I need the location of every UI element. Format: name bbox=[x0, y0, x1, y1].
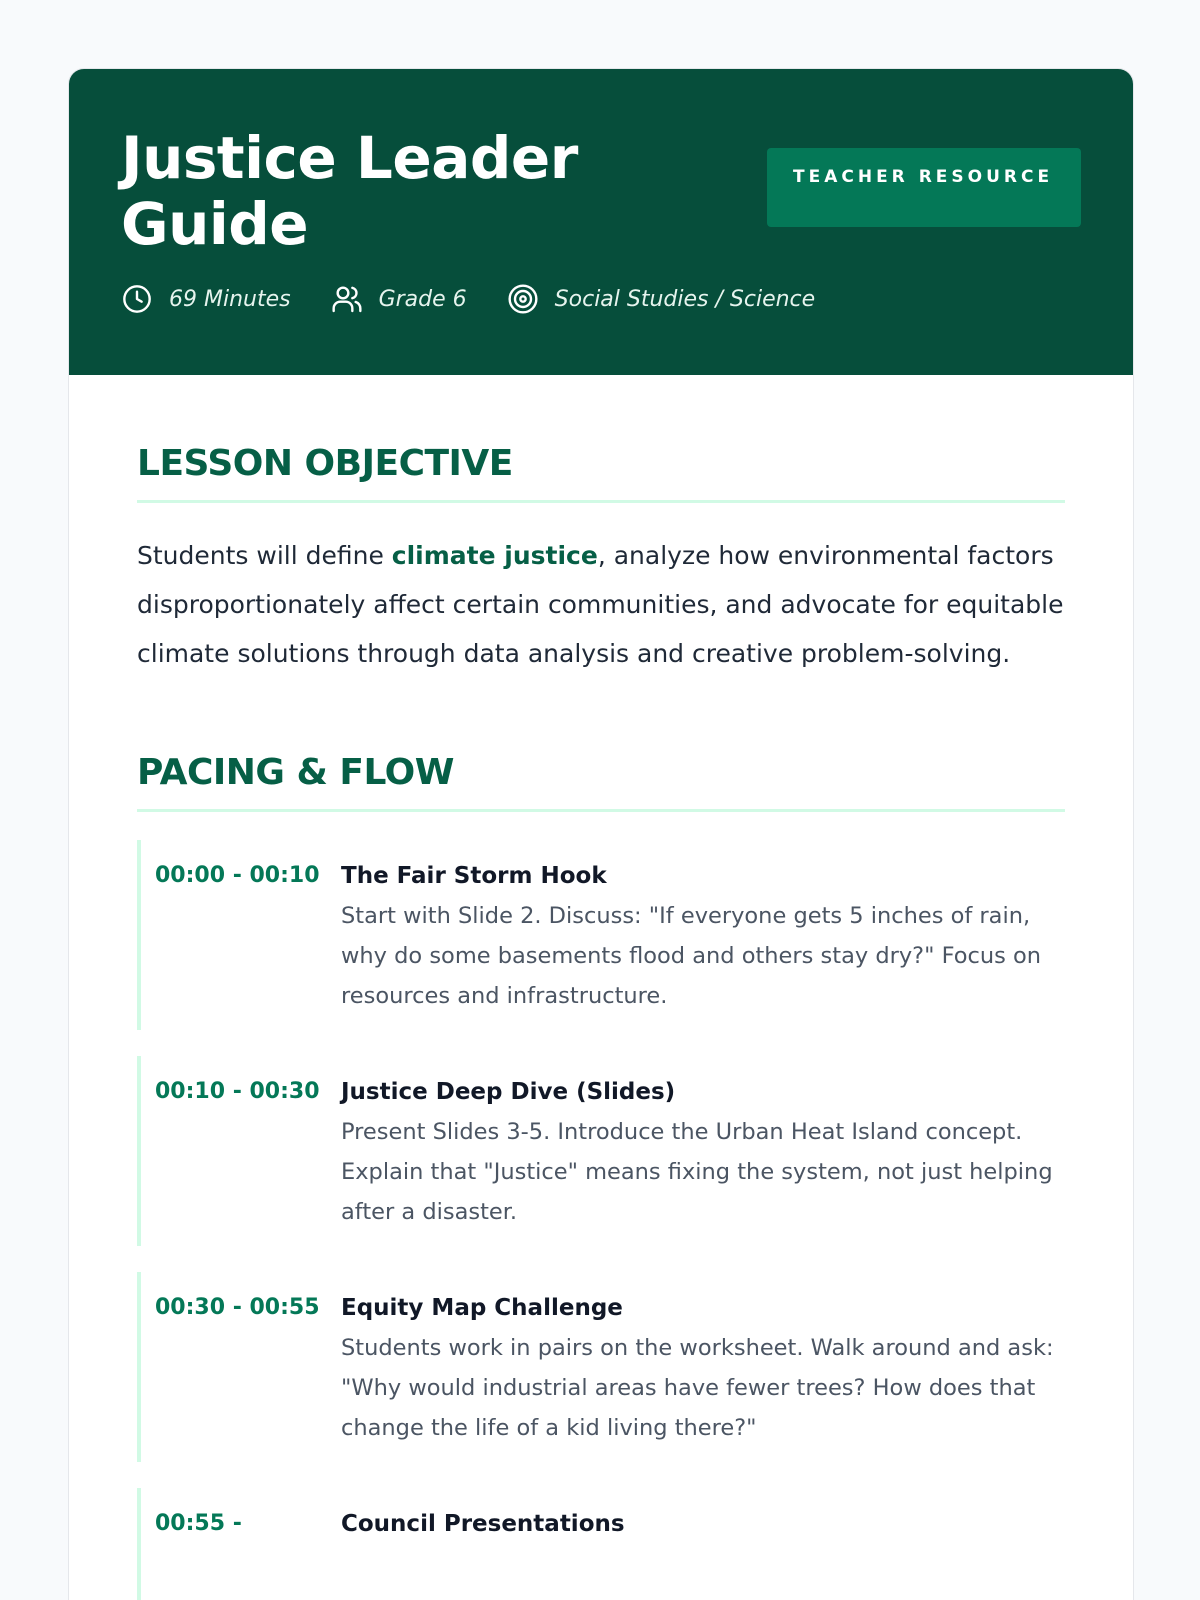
users-icon bbox=[331, 283, 363, 315]
pacing-time: 00:10 - 00:30 bbox=[155, 1079, 320, 1104]
objective-text bbox=[137, 531, 1077, 678]
pacing-heading: PACING & FLOW bbox=[137, 752, 1065, 812]
pacing-time: 00:00 - 00:10 bbox=[155, 863, 320, 888]
guide-card bbox=[68, 68, 1134, 1600]
pacing-item bbox=[137, 1056, 1065, 1246]
pacing-info bbox=[341, 1504, 1061, 1600]
target-icon bbox=[507, 283, 539, 315]
meta-subject-label: Social Studies / Science bbox=[554, 286, 816, 312]
meta-subject bbox=[507, 283, 816, 315]
pacing-item bbox=[137, 840, 1065, 1030]
teacher-resource-badge: TEACHER RESOURCE bbox=[767, 148, 1081, 227]
meta-grade bbox=[331, 283, 467, 315]
meta-duration-label: 69 Minutes bbox=[169, 286, 291, 312]
pacing-title: Justice Deep Dive (Slides) bbox=[341, 1079, 676, 1105]
objective-text-end: , analyze how environmental factors disproportionately affect certain communities, and advocate for equitable climate solutions through data analysis and creative problem-solving. bbox=[137, 541, 1064, 668]
objective-highlight: climate justice bbox=[391, 541, 598, 570]
page-title: Justice Leader Guide bbox=[121, 124, 578, 258]
pacing-info bbox=[341, 1288, 1061, 1448]
pacing-description: Students work in pairs on the worksheet. Walk around and ask: "Why would industrial areas have fewer trees? How does that change the life of a kid living there?" bbox=[341, 1335, 1054, 1441]
pacing-title: Council Presentations bbox=[341, 1511, 625, 1537]
clock-icon bbox=[121, 283, 153, 315]
pacing-description: Present Slides 3-5. Introduce the Urban Heat Island concept. Explain that "Justice" means fixing the system, not just helping after a disaster. bbox=[341, 1119, 1053, 1225]
objective-text-start: Students will define bbox=[137, 541, 392, 570]
header-banner bbox=[69, 69, 1133, 375]
pacing-item bbox=[137, 1272, 1065, 1462]
objective-heading: LESSON OBJECTIVE bbox=[137, 443, 1065, 503]
guide-body bbox=[69, 443, 1133, 1600]
lesson-meta bbox=[121, 283, 855, 315]
meta-grade-label: Grade 6 bbox=[378, 286, 467, 312]
pacing-description: Start with Slide 2. Discuss: "If everyone gets 5 inches of rain, why do some basements flood and others stay dry?" Focus on resources and infrastructure. bbox=[341, 903, 1042, 1009]
pacing-info bbox=[341, 1072, 1061, 1232]
pacing-time: 00:55 - bbox=[155, 1511, 242, 1536]
pacing-list bbox=[137, 840, 1065, 1600]
pacing-title: Equity Map Challenge bbox=[341, 1295, 623, 1321]
pacing-item bbox=[137, 1488, 1065, 1600]
pacing-time: 00:30 - 00:55 bbox=[155, 1295, 320, 1320]
pacing-info bbox=[341, 856, 1061, 1016]
pacing-title: The Fair Storm Hook bbox=[341, 863, 607, 889]
meta-duration bbox=[121, 283, 291, 315]
